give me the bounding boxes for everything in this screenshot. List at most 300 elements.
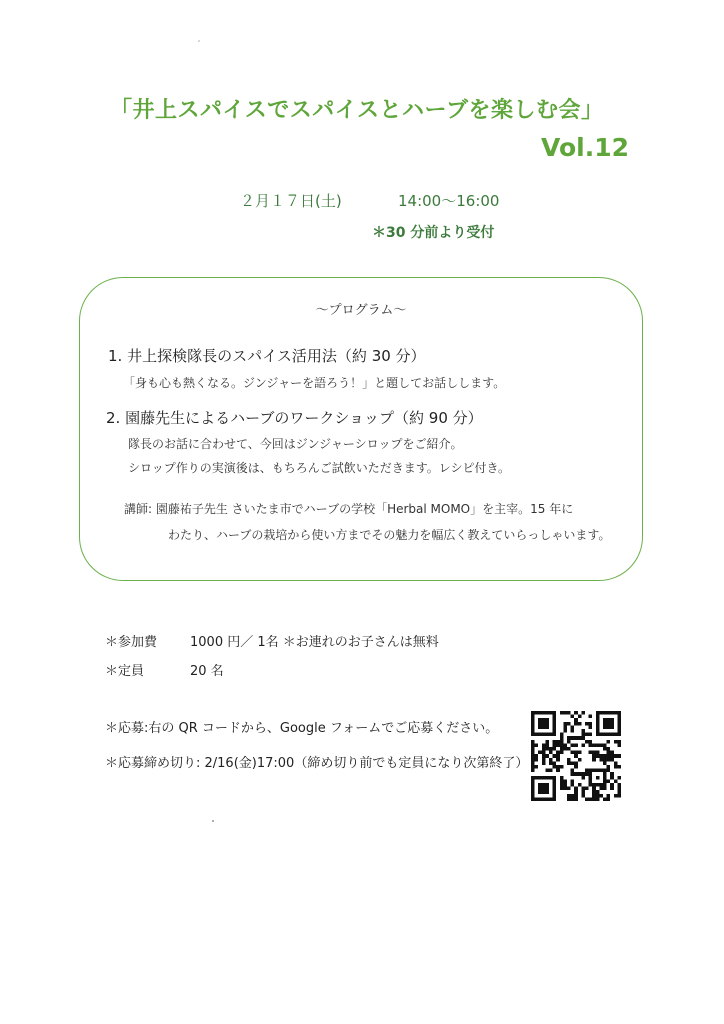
qr-module: [571, 736, 575, 740]
capacity-label: ＊定員: [105, 664, 145, 679]
qr-module: [596, 769, 600, 773]
qr-module: [531, 761, 535, 765]
qr-module: [614, 794, 618, 798]
qr-module: [585, 740, 589, 744]
qr-module: [542, 718, 546, 722]
qr-module: [599, 711, 603, 715]
qr-module: [542, 722, 546, 726]
qr-module: [603, 783, 607, 787]
program-item-2-title: 2. 園藤先生によるハーブのワークショップ（約 90 分）: [106, 409, 483, 427]
qr-module: [581, 776, 585, 780]
qr-module: [607, 769, 611, 773]
program-heading: ～プログラム～: [315, 303, 407, 318]
qr-module: [531, 754, 535, 758]
qr-module: [553, 776, 557, 780]
qr-module: [599, 783, 603, 787]
qr-module: [607, 794, 611, 798]
fee-value: 1000 円／ 1名 ＊お連れのお子さんは無料: [190, 635, 439, 650]
qr-module: [542, 747, 546, 751]
qr-module: [571, 772, 575, 776]
qr-module: [617, 754, 621, 758]
qr-module: [542, 787, 546, 791]
qr-module: [596, 743, 600, 747]
qr-module: [581, 772, 585, 776]
qr-module: [538, 725, 542, 729]
qr-module: [617, 787, 621, 791]
qr-module: [581, 733, 585, 737]
qr-module: [560, 747, 564, 751]
qr-module: [571, 725, 575, 729]
qr-module: [607, 754, 611, 758]
program-item-1-description: 「身も心も熱くなる。ジンジャーを語ろう！」と題してお話しします。: [123, 376, 506, 390]
qr-module: [531, 765, 535, 769]
qr-module: [574, 765, 578, 769]
qr-module: [596, 718, 600, 722]
qr-module: [535, 776, 539, 780]
qr-module: [545, 769, 549, 773]
qr-module: [603, 718, 607, 722]
qr-module: [545, 725, 549, 729]
qr-module: [553, 711, 557, 715]
qr-module: [589, 783, 593, 787]
qr-module: [538, 722, 542, 726]
qr-module: [599, 787, 603, 791]
qr-module: [545, 754, 549, 758]
qr-module: [531, 740, 535, 744]
qr-module: [571, 715, 575, 719]
qr-module: [607, 740, 611, 744]
program-item-2-description-1: 隊長のお話に合わせて、今回はジンジャーシロップをご紹介。: [128, 437, 463, 451]
qr-module: [560, 751, 564, 755]
qr-module: [531, 776, 535, 780]
qr-module: [542, 758, 546, 762]
qr-module: [531, 797, 535, 801]
qr-module: [589, 776, 593, 780]
qr-module: [549, 776, 553, 780]
qr-module: [578, 751, 582, 755]
qr-module: [581, 794, 585, 798]
qr-module: [571, 783, 575, 787]
qr-module: [538, 751, 542, 755]
qr-module: [578, 772, 582, 776]
qr-module: [553, 722, 557, 726]
qr-module: [607, 779, 611, 783]
qr-module: [610, 733, 614, 737]
qr-module: [545, 711, 549, 715]
qr-module: [563, 711, 567, 715]
qr-module: [596, 783, 600, 787]
qr-module: [596, 725, 600, 729]
qr-module: [531, 758, 535, 762]
qr-module: [549, 769, 553, 773]
qr-module: [531, 733, 535, 737]
qr-module: [567, 736, 571, 740]
qr-module: [535, 743, 539, 747]
qr-module: [549, 761, 553, 765]
qr-module: [553, 743, 557, 747]
scan-speck: [198, 40, 200, 42]
qr-module: [596, 722, 600, 726]
qr-module: [596, 715, 600, 719]
qr-module: [556, 765, 560, 769]
qr-module: [563, 787, 567, 791]
qr-module: [560, 787, 564, 791]
qr-module: [531, 729, 535, 733]
qr-module: [589, 740, 593, 744]
qr-module: [538, 718, 542, 722]
qr-module: [549, 733, 553, 737]
qr-module: [603, 725, 607, 729]
qr-module: [589, 769, 593, 773]
qr-module: [578, 758, 582, 762]
qr-module: [531, 751, 535, 755]
qr-module: [545, 733, 549, 737]
qr-module: [531, 711, 535, 715]
qr-module: [585, 772, 589, 776]
qr-module: [531, 722, 535, 726]
qr-module: [542, 743, 546, 747]
qr-module: [607, 725, 611, 729]
qr-module: [617, 718, 621, 722]
qr-module: [542, 797, 546, 801]
qr-module: [531, 747, 535, 751]
qr-module: [592, 754, 596, 758]
qr-module: [617, 722, 621, 726]
qr-module: [560, 740, 564, 744]
qr-module: [574, 718, 578, 722]
qr-module: [596, 754, 600, 758]
qr-module: [589, 772, 593, 776]
qr-module: [531, 794, 535, 798]
qr-module: [531, 787, 535, 791]
qr-module: [531, 769, 535, 773]
qr-module: [607, 718, 611, 722]
qr-module: [617, 729, 621, 733]
qr-module: [549, 797, 553, 801]
qr-module: [574, 743, 578, 747]
qr-code-icon[interactable]: [531, 711, 621, 801]
qr-module: [596, 797, 600, 801]
qr-module: [542, 776, 546, 780]
qr-module: [549, 711, 553, 715]
qr-module: [535, 797, 539, 801]
qr-module: [542, 783, 546, 787]
qr-module: [617, 765, 621, 769]
qr-module: [560, 776, 564, 780]
qr-module: [549, 758, 553, 762]
qr-module: [596, 790, 600, 794]
qr-module: [617, 725, 621, 729]
qr-module: [574, 772, 578, 776]
qr-module: [592, 797, 596, 801]
qr-module: [538, 733, 542, 737]
qr-module: [610, 725, 614, 729]
qr-module: [578, 715, 582, 719]
qr-module: [603, 797, 607, 801]
qr-module: [589, 797, 593, 801]
qr-module: [617, 711, 621, 715]
qr-module: [553, 733, 557, 737]
qr-module: [610, 776, 614, 780]
qr-module: [567, 794, 571, 798]
qr-module: [617, 776, 621, 780]
qr-module: [567, 758, 571, 762]
qr-module: [614, 711, 618, 715]
qr-module: [545, 797, 549, 801]
qr-module: [531, 779, 535, 783]
qr-module: [599, 743, 603, 747]
qr-module: [560, 736, 564, 740]
qr-module: [556, 751, 560, 755]
qr-module: [538, 787, 542, 791]
qr-module: [574, 790, 578, 794]
qr-module: [571, 779, 575, 783]
qr-module: [592, 769, 596, 773]
qr-module: [563, 747, 567, 751]
qr-module: [603, 747, 607, 751]
qr-module: [596, 711, 600, 715]
qr-module: [589, 743, 593, 747]
qr-module: [553, 729, 557, 733]
qr-module: [542, 761, 546, 765]
qr-module: [556, 758, 560, 762]
qr-module: [596, 794, 600, 798]
qr-module: [599, 754, 603, 758]
qr-module: [603, 733, 607, 737]
qr-module: [617, 790, 621, 794]
qr-module: [614, 754, 618, 758]
qr-module: [556, 754, 560, 758]
qr-module: [610, 711, 614, 715]
qr-module: [614, 779, 618, 783]
scan-speck: [212, 820, 214, 822]
qr-module: [567, 740, 571, 744]
qr-module: [553, 783, 557, 787]
qr-module: [574, 794, 578, 798]
qr-module: [571, 743, 575, 747]
qr-module: [538, 797, 542, 801]
qr-module: [617, 733, 621, 737]
program-box: [79, 277, 643, 581]
qr-module: [607, 711, 611, 715]
qr-module: [545, 718, 549, 722]
qr-module: [592, 783, 596, 787]
qr-module: [545, 740, 549, 744]
reception-note: ＊30 分前より受付: [372, 225, 495, 241]
qr-module: [607, 765, 611, 769]
qr-module: [556, 743, 560, 747]
qr-module: [531, 718, 535, 722]
qr-module: [592, 758, 596, 762]
qr-module: [607, 751, 611, 755]
qr-module: [531, 725, 535, 729]
qr-module: [585, 722, 589, 726]
qr-module: [542, 725, 546, 729]
qr-module: [545, 747, 549, 751]
qr-module: [596, 751, 600, 755]
qr-module: [560, 765, 564, 769]
qr-module: [599, 769, 603, 773]
qr-module: [553, 790, 557, 794]
qr-module: [535, 711, 539, 715]
qr-module: [535, 758, 539, 762]
qr-module: [589, 751, 593, 755]
qr-module: [585, 797, 589, 801]
qr-module: [574, 751, 578, 755]
qr-module: [563, 722, 567, 726]
qr-module: [581, 790, 585, 794]
qr-module: [553, 725, 557, 729]
qr-module: [560, 733, 564, 737]
qr-module: [553, 718, 557, 722]
qr-module: [545, 790, 549, 794]
event-time: 14:00～16:00: [398, 192, 500, 210]
qr-module: [574, 797, 578, 801]
qr-module: [581, 711, 585, 715]
qr-module: [553, 797, 557, 801]
qr-module: [585, 733, 589, 737]
qr-module: [603, 711, 607, 715]
qr-module: [538, 783, 542, 787]
qr-module: [542, 751, 546, 755]
qr-module: [574, 722, 578, 726]
qr-module: [535, 754, 539, 758]
qr-module: [571, 729, 575, 733]
qr-module: [610, 718, 614, 722]
qr-module: [607, 722, 611, 726]
qr-module: [563, 729, 567, 733]
qr-module: [610, 787, 614, 791]
qr-module: [581, 736, 585, 740]
qr-module: [581, 787, 585, 791]
qr-module: [545, 722, 549, 726]
qr-module: [592, 751, 596, 755]
qr-module: [560, 779, 564, 783]
qr-module: [567, 787, 571, 791]
qr-module: [607, 733, 611, 737]
qr-module: [617, 715, 621, 719]
qr-module: [574, 754, 578, 758]
qr-module: [603, 769, 607, 773]
qr-module: [589, 779, 593, 783]
qr-module: [610, 758, 614, 762]
qr-module: [531, 715, 535, 719]
qr-module: [574, 787, 578, 791]
qr-module: [603, 758, 607, 762]
qr-module: [610, 751, 614, 755]
qr-module: [563, 743, 567, 747]
qr-module: [545, 787, 549, 791]
qr-module: [603, 722, 607, 726]
lecturer-line-1: 講師: 園藤祐子先生 さいたま市でハーブの学校「Herbal MOMO」を主宰。15 年に: [124, 502, 574, 516]
qr-module: [614, 765, 618, 769]
qr-module: [531, 783, 535, 787]
qr-module: [567, 722, 571, 726]
qr-module: [553, 779, 557, 783]
qr-module: [599, 758, 603, 762]
application-note: ＊応募:右の QR コードから、Google フォームでご応募ください。: [105, 721, 499, 736]
qr-module: [607, 797, 611, 801]
program-item-2-description-2: シロップ作りの実演後は、もちろんご試飲いただきます。レシピ付き。: [128, 461, 511, 475]
qr-module: [574, 736, 578, 740]
qr-module: [538, 711, 542, 715]
qr-module: [592, 790, 596, 794]
qr-module: [574, 711, 578, 715]
qr-module: [603, 779, 607, 783]
qr-module: [592, 743, 596, 747]
qr-module: [567, 797, 571, 801]
qr-module: [553, 754, 557, 758]
qr-module: [592, 787, 596, 791]
qr-module: [607, 758, 611, 762]
qr-module: [603, 754, 607, 758]
qr-module: [581, 743, 585, 747]
qr-module: [585, 787, 589, 791]
qr-module: [535, 765, 539, 769]
qr-module: [571, 794, 575, 798]
qr-module: [603, 776, 607, 780]
qr-module: [592, 794, 596, 798]
qr-module: [578, 736, 582, 740]
qr-module: [553, 794, 557, 798]
event-date: ２月１７日(土): [240, 192, 342, 210]
qr-module: [617, 783, 621, 787]
qr-module: [563, 725, 567, 729]
qr-module: [560, 783, 564, 787]
qr-module: [610, 783, 614, 787]
qr-module: [617, 743, 621, 747]
qr-module: [542, 790, 546, 794]
qr-module: [563, 783, 567, 787]
qr-module: [545, 783, 549, 787]
qr-module: [574, 761, 578, 765]
qr-module: [617, 740, 621, 744]
qr-module: [553, 765, 557, 769]
qr-module: [553, 740, 557, 744]
qr-module: [567, 761, 571, 765]
qr-module: [542, 754, 546, 758]
qr-module: [531, 790, 535, 794]
qr-module: [607, 747, 611, 751]
qr-module: [553, 715, 557, 719]
qr-module: [560, 743, 564, 747]
qr-module: [560, 711, 564, 715]
qr-module: [542, 733, 546, 737]
qr-module: [531, 743, 535, 747]
qr-module: [549, 751, 553, 755]
volume-label: Vol.12: [541, 133, 630, 162]
qr-module: [599, 733, 603, 737]
qr-module: [614, 761, 618, 765]
qr-module: [589, 715, 593, 719]
deadline-note: ＊応募締め切り: 2/16(金)17:00（締め切り前でも定員になり次第終了）: [105, 756, 529, 771]
fee-label: ＊参加費: [105, 635, 158, 650]
lecturer-line-2: わたり、ハーブの栽培から使い方までその魅力を幅広く教えていらっしゃいます。: [168, 528, 611, 542]
qr-module: [567, 747, 571, 751]
qr-module: [553, 747, 557, 751]
qr-module: [610, 772, 614, 776]
qr-module: [571, 761, 575, 765]
event-title: 「井上スパイスでスパイスとハーブを楽しむ会」: [110, 98, 604, 123]
qr-module: [603, 772, 607, 776]
qr-module: [545, 743, 549, 747]
qr-module: [599, 794, 603, 798]
qr-module: [581, 729, 585, 733]
qr-module: [538, 776, 542, 780]
qr-module: [589, 733, 593, 737]
qr-module: [556, 769, 560, 773]
qr-module: [610, 722, 614, 726]
